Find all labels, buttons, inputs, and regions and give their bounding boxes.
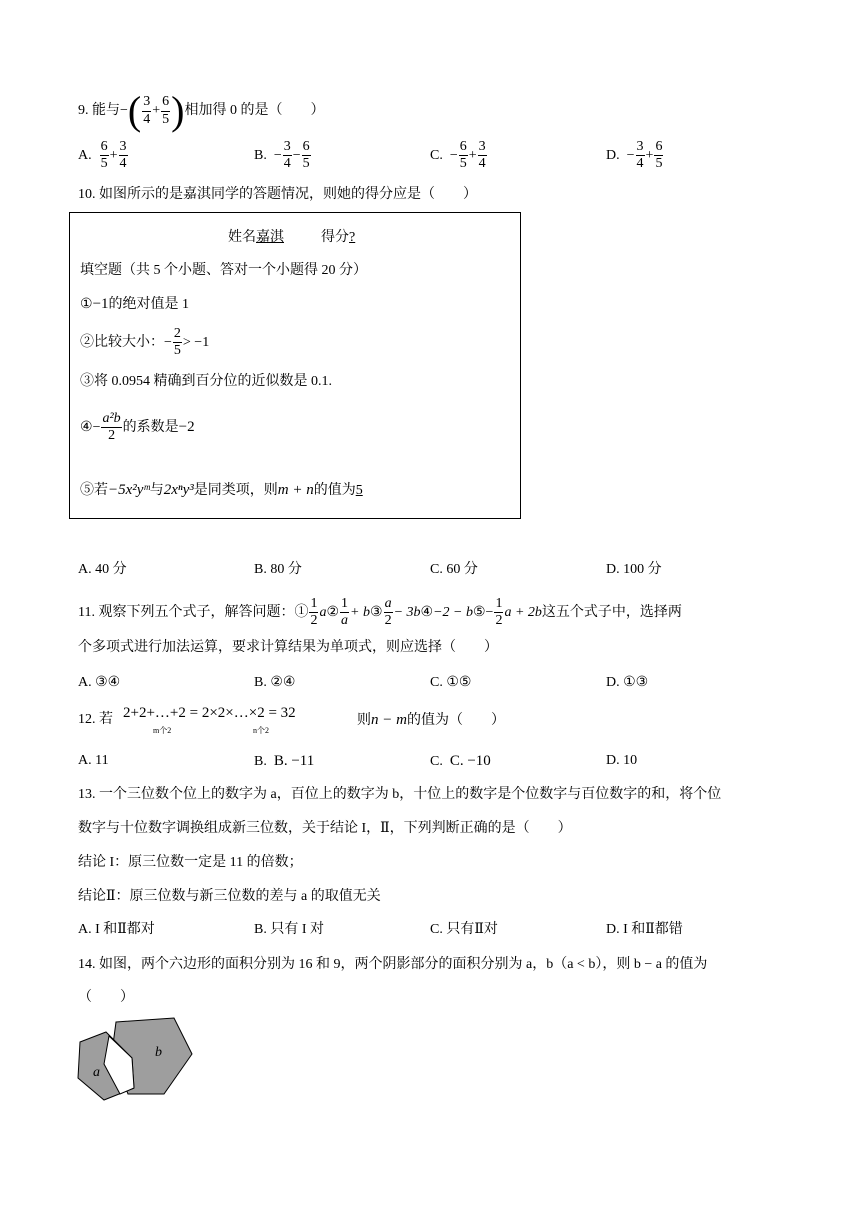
q10-option-c[interactable]: C. 60 分 (430, 562, 478, 577)
q9-option-a[interactable]: A. $\frac{6}{5}$ + $\frac{3}{4}$ (78, 139, 127, 172)
q11-option-d[interactable]: D. ①③ (606, 675, 649, 690)
q10-stem: 10. 如图所示的是嘉淇同学的答题情况，则她的得分应是（ ） (78, 187, 477, 202)
q13-conclusion-2: 结论Ⅱ：原三位数与新三位数的差与 a 的取值无关 (78, 889, 381, 904)
q10-answer-card (69, 212, 521, 519)
q12-sub-m: m个2 (153, 726, 172, 735)
q10-option-a[interactable]: A. 40 分 (78, 562, 127, 577)
item-5: ⑤若−5x²yᵐ与2xⁿy³是同类项，则m + n的值为5 (80, 482, 363, 498)
q12-option-d[interactable]: D. 10 (606, 753, 638, 768)
q12-sub-n: n个2 (253, 726, 269, 735)
q9-option-d[interactable]: D. − $\frac{3}{4}$ + $\frac{6}{5}$ (606, 139, 663, 172)
q12-equation: 2+2+…+2 = 2×2×…×2 = 32 (123, 705, 296, 721)
label-a: a (93, 1065, 100, 1080)
item-3: ③将 0.0954 精确到百分位的近似数是 0.1. (80, 374, 332, 389)
q12-option-c[interactable]: C. C. −10 (430, 753, 491, 769)
hexagon-figure (76, 1012, 196, 1104)
q9-stem: 9. 能与−( $\frac{3}{4}$ + $\frac{6}{5}$ )相加得 0 的是（ ） (78, 88, 325, 133)
q9-option-b[interactable]: B. − $\frac{3}{4}$ − $\frac{6}{5}$ (254, 139, 310, 172)
q13-option-d[interactable]: D. I 和Ⅱ都错 (606, 922, 683, 937)
q11-option-a[interactable]: A. ③④ (78, 675, 121, 690)
q12-tail: 则n − m的值为（ ） (357, 712, 505, 728)
q13-option-a[interactable]: A. I 和Ⅱ都对 (78, 922, 155, 937)
q9-option-c[interactable]: C. − $\frac{6}{5}$ + $\frac{3}{4}$ (430, 139, 486, 172)
item-2: ②比较大小：− $\frac{2}{5}$ > −1 (80, 326, 210, 359)
q14-line1: 14. 如图，两个六边形的面积分别为 16 和 9，两个阴影部分的面积分别为 a，b（a < b），则 b − a 的值为 (78, 957, 708, 972)
q13-option-c[interactable]: C. 只有Ⅱ对 (430, 922, 498, 937)
label-b: b (155, 1045, 162, 1060)
q11-option-b[interactable]: B. ②④ (254, 675, 296, 690)
q11-line1: 11. 观察下列五个式子，解答问题：① $\frac{1}{2}$ a② $\frac{1}{a}$ + b③ $\frac{a}{2}$ − 3b④−2 − b⑤− $\frac{1}{2}$ a + 2b这五个式子中，选择两 (78, 596, 682, 629)
item-1: ①−1的绝对值是 1 (80, 296, 190, 312)
q14-line2: （ ） (78, 990, 134, 1005)
answer-card-header: 姓名嘉淇 得分? (228, 230, 356, 245)
q12-option-b[interactable]: B. B. −11 (254, 753, 315, 769)
item-4: ④− $\frac{\text{a²b}}{2}$ 的系数是−2 (80, 411, 195, 444)
q12-option-a[interactable]: A. 11 (78, 753, 109, 768)
q11-option-c[interactable]: C. ①⑤ (430, 675, 472, 690)
q10-option-d[interactable]: D. 100 分 (606, 562, 662, 577)
q10-option-b[interactable]: B. 80 分 (254, 562, 302, 577)
q13-option-b[interactable]: B. 只有 I 对 (254, 922, 324, 937)
q12-number: 12. 若 (78, 712, 113, 727)
q13-conclusion-1: 结论 I：原三位数一定是 11 的倍数； (78, 855, 303, 870)
section-title: 填空题（共 5 个小题、答对一个小题得 20 分） (80, 263, 367, 278)
q13-line2: 数字与十位数字调换组成新三位数，关于结论 I，Ⅱ，下列判断正确的是（ ） (78, 821, 572, 836)
q13-line1: 13. 一个三位数个位上的数字为 a，百位上的数字为 b，十位上的数字是个位数字与百位数字的和，将个位 (78, 787, 722, 802)
q11-line2: 个多项式进行加法运算，要求计算结果为单项式，则应选择（ ） (78, 640, 498, 655)
